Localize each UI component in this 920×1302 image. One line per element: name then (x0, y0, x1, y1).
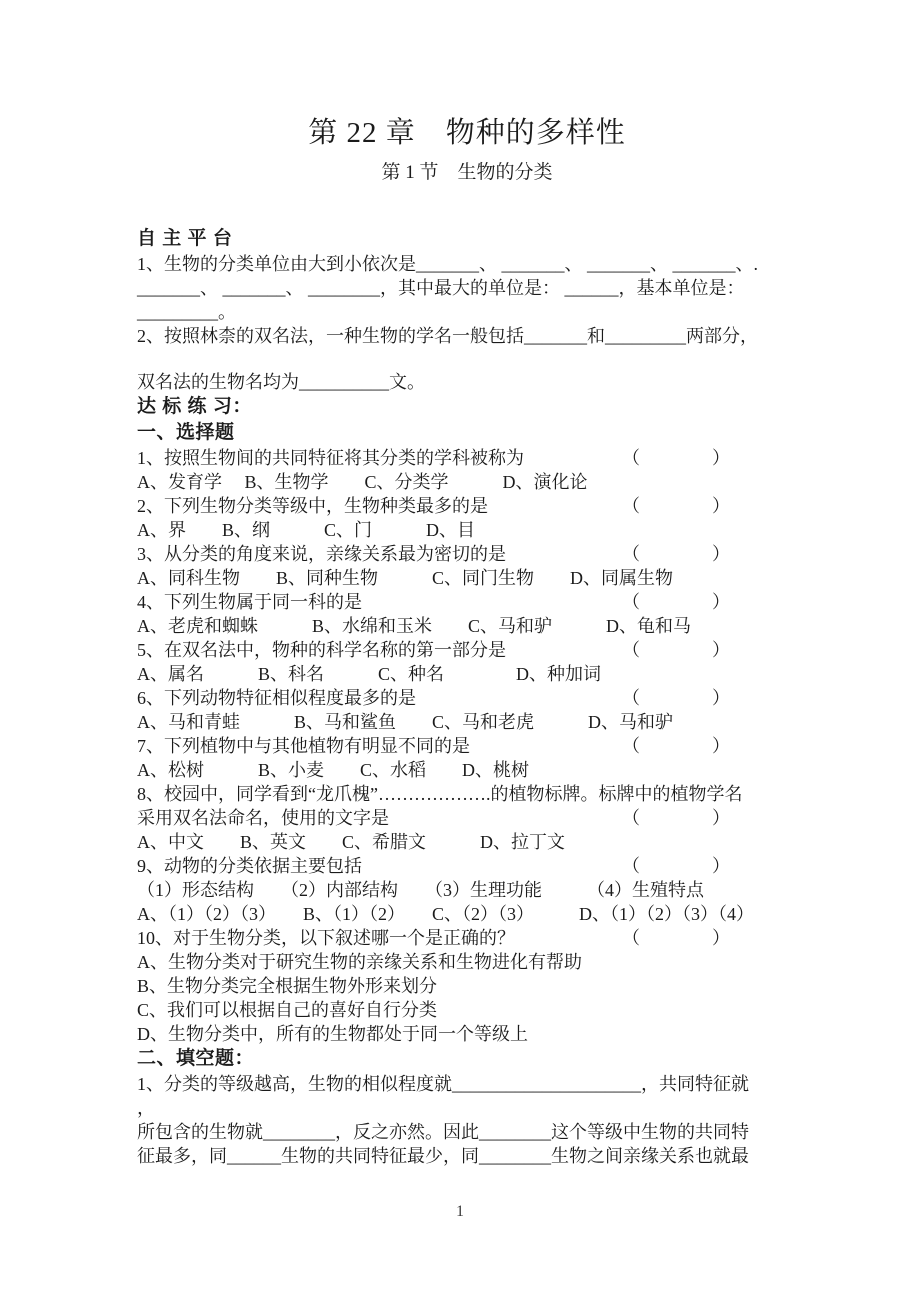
question-text: 1、按照生物间的共同特征将其分类的学科被称为 (137, 448, 524, 468)
autonomy-q2-line1: 2、按照林柰的双名法，一种生物的学名一般包括_______和_________两部分， (137, 326, 758, 346)
options-text: C、我们可以根据自己的喜好自行分类 (137, 1000, 438, 1020)
mcq-question-10 (137, 926, 797, 950)
chapter-title: 第 22 章 物种的多样性 (308, 117, 626, 149)
options-text: （1）形态结构 （2）内部结构 （3）生理功能 （4）生殖特点 (137, 880, 704, 900)
mcq-question-8-line2 (137, 806, 797, 830)
answer-paren: （ ） (622, 640, 730, 660)
options-text: A、（1）（2）（3） B、（1）（2） C、（2）（3） D、（1）（2）（3）（4） (137, 904, 755, 924)
section-title: 第 1 节 生物的分类 (381, 162, 553, 183)
mcq-question-9-items (137, 878, 797, 902)
mcq-options-9 (137, 902, 797, 926)
options-text: A、老虎和蜘蛛 B、水绵和玉米 C、马和驴 D、龟和马 (137, 616, 692, 636)
answer-paren: （ ） (622, 688, 730, 708)
fill-q1-line4: 征最多，同______生物的共同特征最少，同________生物之间亲缘关系也就最 (137, 1146, 749, 1166)
mcq-options-8 (137, 830, 797, 854)
question-text: 2、下列生物分类等级中，生物种类最多的是 (137, 496, 488, 516)
mcq-options-2 (137, 518, 797, 542)
mcq-question-2 (137, 494, 797, 518)
mcq-options-5 (137, 662, 797, 686)
mcq-options-7 (137, 758, 797, 782)
mcq-question-10-option-a (137, 950, 797, 974)
mcq-question-8-line1 (137, 782, 797, 806)
mcq-options-1 (137, 470, 797, 494)
question-text: 9、动物的分类依据主要包括 (137, 856, 362, 876)
question-text: 10、对于生物分类，以下叙述哪一个是正确的？ (137, 928, 515, 948)
heading-mcq: 一、选择题 (137, 422, 235, 443)
mcq-question-1 (137, 446, 797, 470)
fill-q1-line1: 1、分类的等级越高，生物的相似程度就_____________________，共同特征就 (137, 1074, 749, 1094)
answer-paren: （ ） (622, 544, 730, 564)
answer-paren: （ ） (622, 448, 730, 468)
options-text: A、松树 B、小麦 C、水稻 D、桃树 (137, 760, 530, 780)
mcq-question-6 (137, 686, 797, 710)
mcq-question-4 (137, 590, 797, 614)
answer-paren: （ ） (622, 496, 730, 516)
mcq-question-3 (137, 542, 797, 566)
answer-paren: （ ） (622, 928, 730, 948)
options-text: A、马和青蛙 B、马和鲨鱼 C、马和老虎 D、马和驴 (137, 712, 674, 732)
autonomy-q1-line3: _________。 (137, 302, 236, 322)
mcq-options-3 (137, 566, 797, 590)
options-text: A、属名 B、科名 C、种名 D、种加词 (137, 664, 602, 684)
autonomy-q2-line2: 双名法的生物名均为__________文。 (137, 372, 425, 392)
mcq-question-10-option-b (137, 974, 797, 998)
options-text: A、发育学 B、生物学 C、分类学 D、演化论 (137, 472, 588, 492)
fill-q1-line2: ， (137, 1098, 155, 1118)
options-text: A、界 B、纲 C、门 D、目 (137, 520, 476, 540)
question-text: 5、在双名法中，物种的科学名称的第一部分是 (137, 640, 506, 660)
options-text: A、生物分类对于研究生物的亲缘关系和生物进化有帮助 (137, 952, 582, 972)
autonomy-q1-line2: _______、 _______、 ________，其中最大的单位是： ______，基本单位是： (137, 278, 745, 298)
mcq-options-6 (137, 710, 797, 734)
mcq-question-10-option-c (137, 998, 797, 1022)
question-text: 8、校园中，同学看到“龙爪槐”……………….的植物标牌。标牌中的植物学名 (137, 784, 743, 804)
options-text: A、中文 B、英文 C、希腊文 D、拉丁文 (137, 832, 566, 852)
mcq-question-9 (137, 854, 797, 878)
question-text: 6、下列动物特征相似程度最多的是 (137, 688, 416, 708)
question-text: 7、下列植物中与其他植物有明显不同的是 (137, 736, 470, 756)
answer-paren: （ ） (622, 808, 730, 828)
heading-self-platform: 自 主 平 台 (137, 228, 233, 249)
mcq-question-5 (137, 638, 797, 662)
fill-q1-line3: 所包含的生物就________，反之亦然。因此________这个等级中生物的共同特 (137, 1122, 749, 1142)
answer-paren: （ ） (622, 592, 730, 612)
question-text: 4、下列生物属于同一科的是 (137, 592, 362, 612)
mcq-question-7 (137, 734, 797, 758)
heading-fill-blanks: 二、填空题： (137, 1048, 255, 1069)
page-number: 1 (456, 1203, 464, 1220)
autonomy-q1-line1: 1、生物的分类单位由大到小依次是_______、 _______、 _______、 _______、. (137, 254, 758, 274)
options-text: A、同科生物 B、同种生物 C、同门生物 D、同属生物 (137, 568, 674, 588)
options-text: D、生物分类中，所有的生物都处于同一个等级上 (137, 1024, 528, 1044)
question-text: 3、从分类的角度来说，亲缘关系最为密切的是 (137, 544, 506, 564)
options-text: B、生物分类完全根据生物外形来划分 (137, 976, 438, 996)
mcq-question-10-option-d (137, 1022, 797, 1046)
page-content (137, 116, 797, 1168)
answer-paren: （ ） (622, 736, 730, 756)
mcq-options-4 (137, 614, 797, 638)
question-text: 采用双名法命名，使用的文字是 (137, 808, 389, 828)
answer-paren: （ ） (622, 856, 730, 876)
heading-practice: 达 标 练 习： (137, 396, 252, 417)
